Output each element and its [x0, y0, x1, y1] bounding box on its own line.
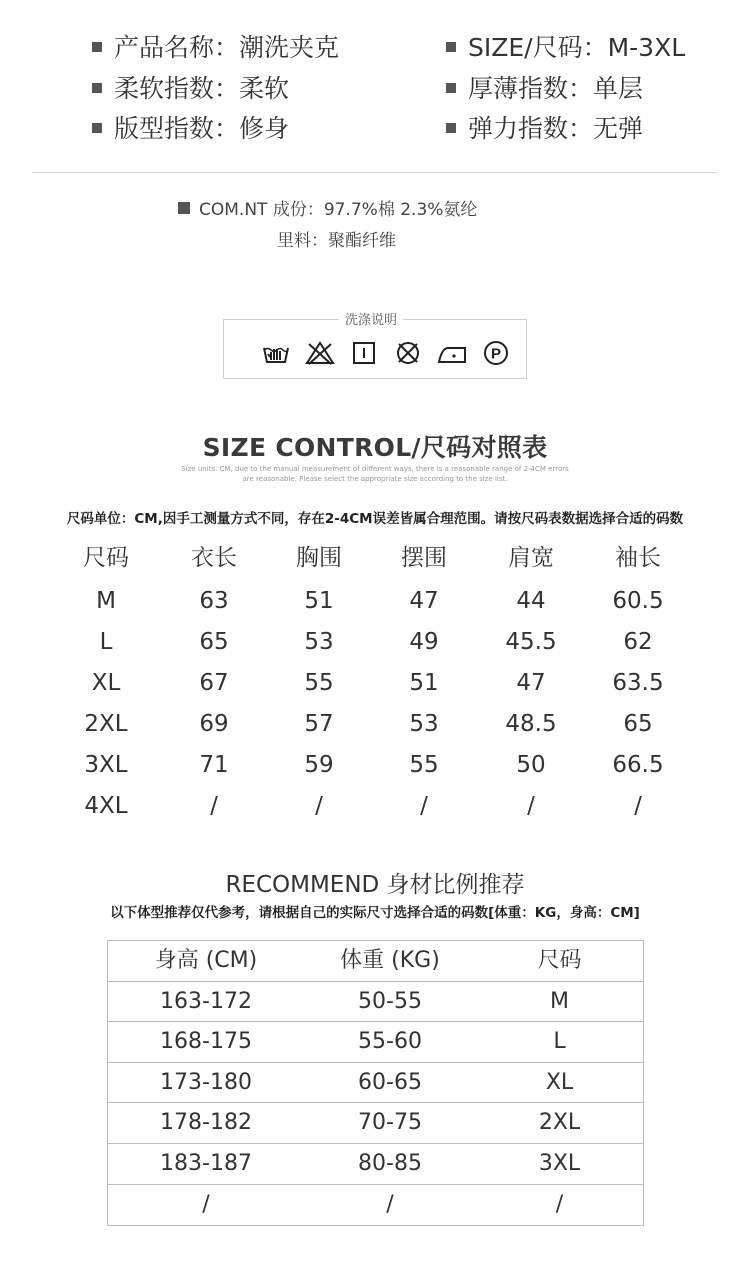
recommend-header-cell: 尺码 [537, 948, 582, 973]
size-table-cell: 55 [304, 670, 334, 696]
size-table-cell: 65 [623, 711, 653, 737]
size-table-cell: 45.5 [505, 629, 557, 655]
size-table-row [0, 786, 750, 827]
recommend-table-row [108, 1063, 643, 1104]
hand-wash-icon [261, 340, 291, 366]
recommend-subtitle: 以下体型推荐仅代参考，请根据自己的实际尺寸选择合适的码数[体重：KG，身高：CM] [110, 905, 640, 921]
bullet-square-icon [446, 83, 456, 93]
iron-low-icon [437, 340, 467, 366]
bullet-square-icon [178, 202, 190, 214]
recommend-table-row [108, 1103, 643, 1144]
size-table-row [0, 745, 750, 786]
size-table-row [0, 704, 750, 745]
wash-icons [261, 340, 525, 366]
size-table-header [0, 538, 750, 579]
recommend-header-cell: 体重 (KG) [340, 948, 440, 973]
do-not-bleach-icon [305, 340, 335, 366]
recommend-cell: 60-65 [358, 1069, 422, 1095]
recommend-cell: / [386, 1191, 394, 1217]
info-size-range: SIZE/尺码：M-3XL [446, 33, 685, 63]
size-table-row [0, 622, 750, 663]
size-table-row [0, 663, 750, 704]
recommend-cell: M [550, 988, 569, 1014]
size-table-cell: 51 [409, 670, 439, 696]
size-table-cell: L [99, 629, 113, 655]
size-table-header-cell: 尺码 [83, 545, 129, 571]
size-table-cell: / [315, 793, 323, 819]
size-table-cell: / [527, 793, 535, 819]
recommend-cell: 163-172 [160, 988, 252, 1014]
size-table-cell: 65 [199, 629, 229, 655]
size-table-cell: XL [91, 670, 121, 696]
recommend-cell: 50-55 [358, 988, 422, 1014]
size-table-cell: / [420, 793, 428, 819]
size-table-cell: 57 [304, 711, 334, 737]
recommend-cell: 178-182 [160, 1110, 252, 1136]
recommend-header-cell: 身高 (CM) [154, 948, 258, 973]
info-fit: 版型指数：修身 [92, 114, 289, 144]
size-table-header-cell: 袖长 [615, 545, 661, 571]
bullet-square-icon [446, 123, 456, 133]
size-table-header-cell: 摆围 [401, 545, 447, 571]
hang-dry-icon [349, 340, 379, 366]
size-table-header-cell: 肩宽 [508, 545, 554, 571]
size-table-cell: 60.5 [612, 588, 664, 614]
size-table-cell: 2XL [84, 711, 128, 737]
size-table-cell: M [96, 588, 116, 614]
recommend-cell: 70-75 [358, 1110, 422, 1136]
size-table-cell: 62 [623, 629, 653, 655]
recommend-cell: 3XL [538, 1150, 581, 1176]
size-table-cell: 53 [409, 711, 439, 737]
recommend-cell: L [553, 1029, 566, 1055]
size-table-cell: 51 [304, 588, 334, 614]
lining-line: 里料：聚酯纤维 [277, 231, 396, 251]
recommend-table [107, 940, 644, 1226]
bullet-square-icon [92, 42, 102, 52]
size-table-cell: 69 [199, 711, 229, 737]
size-control-subtitle-2: are reasonable. Please select the appropriate size according to the size list. [242, 475, 508, 483]
info-elasticity: 弹力指数：无弹 [446, 114, 643, 144]
do-not-tumble-dry-icon [393, 340, 423, 366]
size-table-cell: 47 [516, 670, 546, 696]
recommend-cell: XL [545, 1069, 574, 1095]
size-control-subtitle: Size units: CM, due to the manual measurement of different ways, there is a reasonable range of 2-4CM errors [181, 465, 569, 473]
size-table-cell: 53 [304, 629, 334, 655]
size-table-cell: 63.5 [612, 670, 664, 696]
recommend-cell: 168-175 [160, 1029, 252, 1055]
recommend-cell: / [202, 1191, 210, 1217]
recommend-table-row [108, 982, 643, 1023]
bullet-square-icon [92, 123, 102, 133]
size-table-cell: 71 [199, 752, 229, 778]
composition-line: COM.NT 成份：97.7%棉 2.3%氨纶 [178, 195, 477, 220]
recommend-cell: 2XL [538, 1110, 581, 1136]
divider [32, 172, 718, 173]
info-softness: 柔软指数：柔软 [92, 74, 289, 104]
size-table-cell: 59 [304, 752, 334, 778]
size-table-cell: 50 [516, 752, 546, 778]
recommend-table-row [108, 1144, 643, 1185]
recommend-cell: / [555, 1191, 564, 1217]
size-table-cell: 67 [199, 670, 229, 696]
size-table-cell: 44 [516, 588, 546, 614]
info-product-name: 产品名称：潮洗夹克 [92, 33, 339, 63]
recommend-cell: 183-187 [160, 1150, 252, 1176]
bullet-square-icon [92, 83, 102, 93]
recommend-cell: 80-85 [358, 1150, 422, 1176]
size-table-cell: 63 [199, 588, 229, 614]
recommend-cell: 55-60 [358, 1029, 422, 1055]
dry-clean-p-icon [481, 340, 511, 366]
size-table-cell: 49 [409, 629, 439, 655]
recommend-table-header [108, 941, 643, 982]
bullet-square-icon [446, 42, 456, 52]
size-table-header-cell: 胸围 [296, 545, 342, 571]
recommend-title: RECOMMEND 身材比例推荐 [225, 872, 525, 898]
recommend-cell: 173-180 [160, 1069, 252, 1095]
recommend-table-row [108, 1022, 643, 1063]
wash-title: 洗涤说明 [339, 309, 403, 328]
size-table-cell: 48.5 [505, 711, 557, 737]
size-control-title: SIZE CONTROL/尺码对照表 [202, 433, 548, 462]
size-unit-note: 尺码单位：CM,因手工测量方式不同，存在2-4CM误差皆属合理范围。请按尺码表数据选择合适的码数 [66, 511, 684, 527]
size-table-cell: 47 [409, 588, 439, 614]
size-table-cell: 66.5 [612, 752, 664, 778]
size-table-row [0, 581, 750, 622]
size-table-cell: 55 [409, 752, 439, 778]
size-table-header-cell: 衣长 [191, 545, 237, 571]
size-table-cell: 4XL [84, 793, 128, 819]
size-table-cell: 3XL [84, 752, 128, 778]
size-table-cell: / [634, 793, 642, 819]
info-thickness: 厚薄指数：单层 [446, 74, 643, 104]
size-table-cell: / [210, 793, 218, 819]
recommend-table-row [108, 1185, 643, 1226]
svg-text:P: P [490, 345, 502, 363]
